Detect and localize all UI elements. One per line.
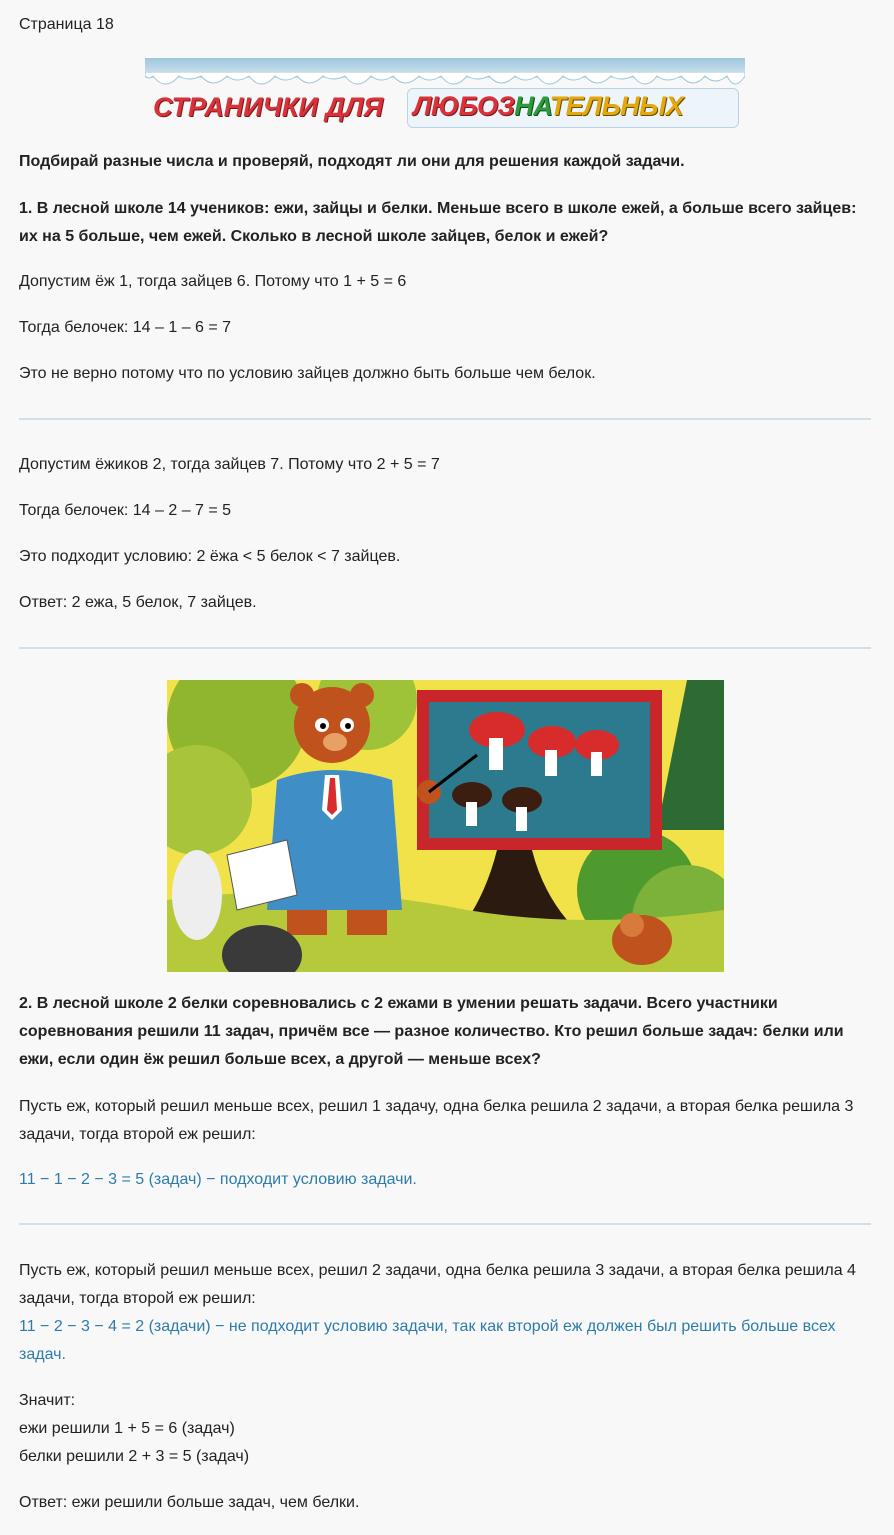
task2-try2-calc: 11 − 2 − 3 − 4 = 2 (задачи) − не подходит условию задачи, так как второй еж должен был решить больше всех задач. — [19, 1318, 836, 1363]
task2-conclusion-label: Значит: — [19, 1392, 76, 1409]
task1-try1-line1: Допустим ёж 1, тогда зайцев 6. Потому что 1 + 5 = 6 — [19, 273, 407, 290]
banner-word-right — [413, 91, 683, 122]
divider — [19, 418, 871, 420]
banner-part-3: ТЕЛЬНЫХ — [549, 91, 684, 121]
task2-question: 2. В лесной школе 2 белки соревновались с 2 ежами в умении решать задачи. Всего участники соревнования решили 11 задач, причём все — разное количество. Кто решил больше задач: белки или ежи, если один ёж решил больше всех, а другой — меньше всех? — [19, 995, 844, 1068]
banner-part-2: НА — [514, 91, 550, 121]
task1-try1-line2: Тогда белочек: 14 – 1 – 6 = 7 — [19, 319, 232, 336]
bear-teacher-illustration — [167, 680, 724, 972]
intro-text: Подбирай разные числа и проверяй, подходят ли они для решения каждой задачи. — [19, 153, 685, 170]
divider — [19, 1223, 871, 1225]
task2-try1-text: Пусть еж, который решил меньше всех, решил 1 задачу, одна белка решила 2 задачи, а вторая белка решила 3 задачи, тогда второй еж решил: — [19, 1098, 854, 1143]
task2-conclusion-hedgehogs: ежи решили 1 + 5 = 6 (задач) — [19, 1420, 235, 1437]
task1-try2-line1: Допустим ёжиков 2, тогда зайцев 7. Потому что 2 + 5 = 7 — [19, 456, 440, 473]
banner — [145, 58, 745, 128]
page-label: Страница 18 — [19, 16, 114, 33]
banner-word-left: СТРАНИЧКИ ДЛЯ — [153, 92, 384, 122]
divider — [19, 647, 871, 649]
banner-part-1: ЛЮБОЗ — [413, 91, 515, 121]
task2-try1-calc: 11 − 1 − 2 − 3 = 5 (задач) − подходит условию задачи. — [19, 1171, 417, 1188]
task2-answer: Ответ: ежи решили больше задач, чем белки. — [19, 1494, 360, 1511]
task2-conclusion-squirrels: белки решили 2 + 3 = 5 (задач) — [19, 1448, 250, 1465]
task1-try1-line3: Это не верно потому что по условию зайцев должно быть больше чем белок. — [19, 365, 596, 382]
task1-try2-line2: Тогда белочек: 14 – 2 – 7 = 5 — [19, 502, 232, 519]
task1-answer: Ответ: 2 ежа, 5 белок, 7 зайцев. — [19, 594, 257, 611]
task1-question: 1. В лесной школе 14 учеников: ежи, зайцы и белки. Меньше всего в школе ежей, а больше всего зайцев: их на 5 больше, чем ежей. Сколько в лесной школе зайцев, белок и ежей? — [19, 200, 857, 245]
task2-try2-text: Пусть еж, который решил меньше всех, решил 2 задачи, одна белка решила 3 задачи, а вторая белка решила 4 задачи, тогда второй еж решил: — [19, 1262, 856, 1307]
task1-try2-line3: Это подходит условию: 2 ёжа < 5 белок < 7 зайцев. — [19, 548, 401, 565]
